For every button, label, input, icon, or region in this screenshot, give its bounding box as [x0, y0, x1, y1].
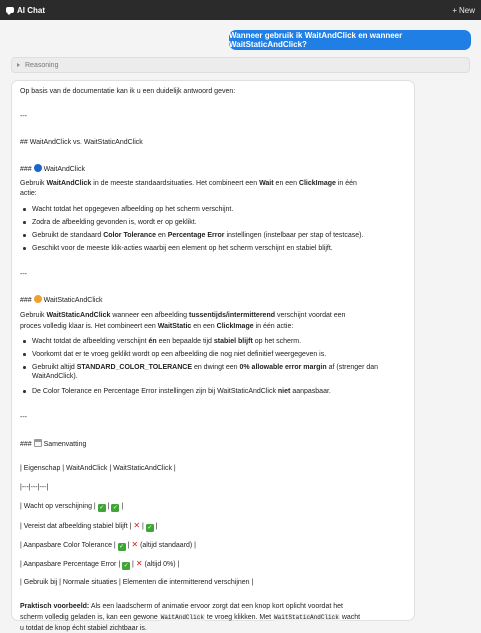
heading-marker: ### — [20, 297, 32, 304]
table-row: | Wacht op verschijning | ✓ | ✓ | — [20, 503, 124, 511]
cross-mark-icon: ✕ — [133, 521, 141, 530]
heading-marker: ### — [20, 441, 32, 448]
assistant-message — [11, 80, 415, 632]
example-line: u totdat de knop écht stabiel zichtbaar is. — [20, 625, 147, 632]
heading-summary — [20, 439, 406, 449]
check-mark-icon: ✓ — [147, 525, 153, 531]
calendar-icon — [34, 439, 42, 447]
check-mark-icon: ✓ — [119, 544, 125, 550]
table-header-row: | Eigenschap | WaitAndClick | WaitStaticAndClick | — [20, 465, 176, 472]
heading-label: Samenvatting — [43, 441, 87, 448]
table-row: | Vereist dat afbeelding stabiel blijft | ✕ | ✓ | — [20, 521, 158, 531]
list-item: Gebruikt altijd STANDARD_COLOR_TOLERANCE en dwingt een 0% allowable error margin af (strenger dan WaitAndClick). — [32, 363, 406, 381]
reasoning-label: Reasoning — [25, 61, 59, 69]
user-message-text: Wanneer gebruik ik WaitAndClick en wanneer WaitStaticAndClick? — [229, 31, 403, 49]
paragraph-wait-static: Gebruik WaitStaticAndClick wanneer een afbeelding tussentijds/intermitterend verschijnt voordat een — [20, 312, 346, 319]
example-line: scherm volledig geladen is, kan een gewone WaitAndClick te vroeg klikken. Met WaitStaticAndClick wacht — [20, 614, 361, 621]
table-separator-row: |---|---|---| — [20, 484, 49, 491]
list-item: Zodra de afbeelding gevonden is, wordt er op geklikt. — [32, 218, 406, 227]
list-item: Wacht totdat het opgegeven afbeelding op het scherm verschijnt. — [32, 205, 406, 214]
app-title — [6, 6, 45, 15]
cross-mark-icon: ✕ — [131, 540, 139, 549]
heading-wait-and-click — [20, 164, 406, 174]
list-item: Wacht totdat de afbeelding verschijnt én een bepaalde tijd stabiel blijft op het scherm. — [32, 337, 406, 346]
reasoning-toggle[interactable] — [11, 57, 470, 73]
check-mark-icon: ✓ — [112, 505, 118, 511]
heading-wait-static-and-click — [20, 295, 406, 305]
new-chat-label: New — [458, 5, 475, 15]
separator: --- — [20, 113, 27, 120]
blue-circle-icon — [34, 164, 42, 172]
new-chat-button[interactable] — [452, 6, 475, 15]
triangle-right-icon — [17, 63, 20, 67]
separator: --- — [20, 414, 27, 421]
app-title-label: AI Chat — [17, 5, 45, 15]
separator: --- — [20, 271, 27, 278]
list-item: De Color Tolerance en Percentage Error instellingen zijn bij WaitStaticAndClick niet aanpasbaar. — [32, 387, 406, 396]
paragraph-wait-static-cont: proces volledig klaar is. Het combineert een WaitStatic en een ClickImage in één actie: — [20, 323, 294, 330]
paragraph-wait-and-click: Gebruik WaitAndClick in de meeste standaardsituaties. Het combineert een Wait en een ClickImage in één — [20, 180, 357, 187]
table-row: | Gebruik bij | Normale situaties | Elementen die intermitterend verschijnen | — [20, 579, 254, 586]
check-mark-icon: ✓ — [99, 505, 105, 511]
paragraph-wait-and-click-cont: actie: — [20, 190, 37, 197]
check-mark-icon: ✓ — [123, 563, 129, 569]
orange-circle-icon — [34, 295, 42, 303]
answer-intro: Op basis van de documentatie kan ik u een duidelijk antwoord geven: — [20, 88, 236, 95]
list-item: Geschikt voor de meeste klik-acties waarbij een element op het scherm verschijnt en stabiel blijft. — [32, 244, 406, 253]
list-item: Voorkomt dat er te vroeg geklikt wordt op een afbeelding die nog niet definitief weergegeven is. — [32, 350, 406, 359]
list-item: Gebruikt de standaard Color Tolerance en Percentage Error instellingen (instelbaar per stap of testcase). — [32, 231, 406, 240]
heading-marker: ### — [20, 166, 32, 173]
plus-icon: + — [452, 5, 457, 15]
top-bar — [0, 0, 481, 20]
heading-2: ## WaitAndClick vs. WaitStaticAndClick — [20, 139, 143, 146]
example-line: Praktisch voorbeeld: Als een laadscherm of animatie ervoor zorgt dat een knop kort oplicht voordat het — [20, 603, 343, 610]
user-message — [229, 30, 471, 50]
table-row: | Aanpasbare Color Tolerance | ✓ | ✕ (altijd standaard) | — [20, 540, 196, 550]
table-row: | Aanpasbare Percentage Error | ✓ | ✕ (altijd 0%) | — [20, 559, 180, 569]
cross-mark-icon: ✕ — [135, 559, 143, 568]
heading-label: WaitAndClick — [43, 166, 85, 173]
heading-label: WaitStaticAndClick — [43, 297, 103, 304]
chat-icon — [6, 7, 14, 13]
